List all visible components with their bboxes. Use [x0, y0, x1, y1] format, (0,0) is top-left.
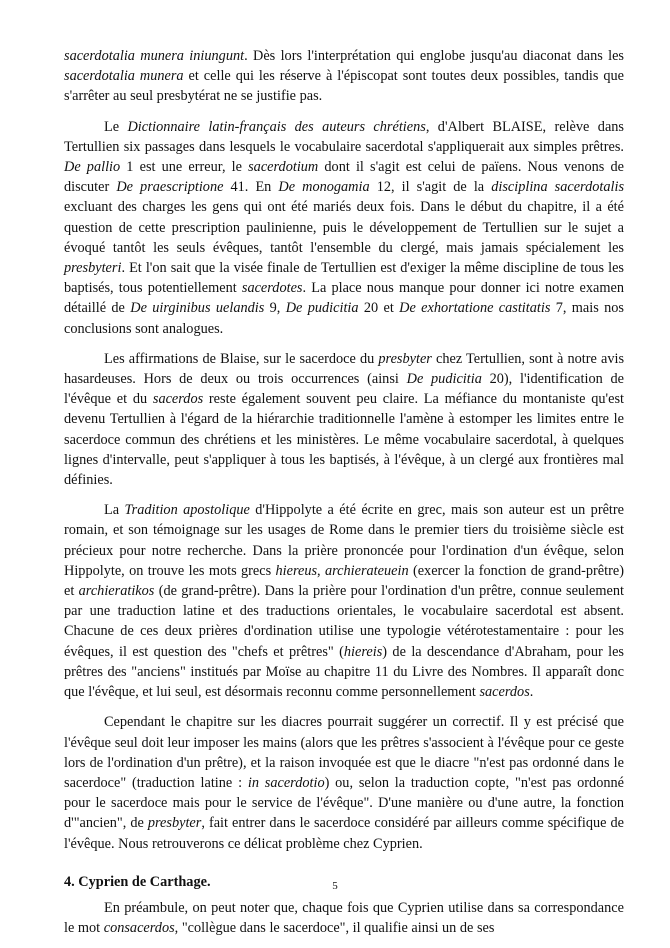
- text-run: 1 est une erreur, le: [120, 159, 249, 176]
- italic-text: Tradition apostolique: [124, 502, 250, 519]
- section-heading: 4. Cyprien de Carthage.: [64, 873, 211, 890]
- italic-text: De pallio: [64, 159, 121, 176]
- text-run: . Et l'on sait que la visée finale de Tertullien est d'exiger la même discipline de tous les baptisés, tous potentiellement: [64, 260, 624, 297]
- text-run: La: [104, 502, 125, 519]
- text-run: (de grand-prêtre). Dans la prière pour l'ordination d'un prêtre, connue seulement par une traduction latine et des traductions orientales, le vocabulaire sacerdotal est absent. Chacune de ces deux prières d'ordination utilise une typologie vétérotestamentaire : pour les évêques, il est question des "chefs et prêtres" (: [64, 583, 624, 660]
- italic-text: De exhortatione castitatis: [399, 300, 551, 317]
- italic-text: De pudicitia: [406, 371, 482, 388]
- text-run: Le: [104, 118, 128, 135]
- text-run: 20), l'identification de l'évêque et du: [64, 371, 625, 408]
- text-run: 7, mais nos conclusions sont analogues.: [64, 300, 624, 337]
- text-run: excluant des charges les gens qui ont été mariés deux fois. Dans le début du chapitre, il a été question de cette prescription paulinienne, puis le développement de Tertullien sur le sujet a évoqué tantôt les seuls évêques, tantôt l'ensemble du clergé, mais jamais spécialement les: [64, 199, 624, 256]
- text-run: 41. En: [223, 179, 279, 196]
- italic-text: sacerdos: [152, 391, 204, 408]
- body-text: [64, 46, 624, 948]
- text-run: , fait entrer dans le sacerdoce considéré par ailleurs comme spécifique de l'évêque. Nous retrouverons ce délicat problème chez Cyprien.: [64, 815, 625, 852]
- text-run: . La place nous manque pour donner ici notre examen détaillé de: [64, 280, 624, 317]
- text-run: En préambule, on peut noter que, chaque fois que Cyprien utilise dans sa correspondance le mot: [64, 899, 624, 937]
- paragraph: [64, 898, 624, 938]
- text-run: ) ou, selon la traduction copte, "n'est pas ordonné pour le sacerdoce mais pour le service de l'évêque". D'une manière ou d'une autre, la fonction d'"ancien", de: [64, 774, 624, 832]
- page-number: 5: [332, 880, 338, 892]
- italic-text: presbyteri: [64, 260, 122, 277]
- text-run: (exercer la fonction de grand-prêtre) et: [64, 562, 624, 600]
- paragraph: [64, 712, 624, 853]
- paragraph: [64, 500, 624, 702]
- italic-text: sacerdotium: [248, 159, 319, 176]
- section-paragraphs-block: [64, 898, 624, 938]
- text-run: ,: [317, 562, 325, 579]
- italic-text: De monogamia: [278, 179, 370, 196]
- text-run: .: [529, 684, 534, 701]
- italic-text: De uirginibus uelandis: [130, 300, 265, 317]
- paragraph: [64, 349, 624, 490]
- text-run: , "collègue dans le sacerdoce", il qualifie ainsi un de ses: [174, 920, 495, 937]
- italic-text: De pudicitia: [285, 300, 359, 317]
- text-run: reste également souvent peu claire. La méfiance du montaniste qu'est devenu Tertullien à l'égard de la hiérarchie traditionnelle l'amène à estomper les limites entre le sacerdoce commun des chrétiens et les ministères. Le même vocabulaire sacerdotal, à quelques lignes d'intervalle, peut s'appliquer à tous les baptisés, à l'évêque, à un clergé aux frontières mal définies.: [64, 391, 624, 489]
- italic-text: consacerdos: [103, 920, 175, 937]
- italic-text: Dictionnaire latin-français des auteurs chrétiens: [127, 118, 426, 135]
- text-run: ) de la descendance d'Abraham, pour les prêtres des "anciens" institués par Moïse au chapitre 11 du Livre des Nombres. Il apparaît donc que l'évêque, et lui seul, est désormais reconnu comme personnellement: [64, 643, 625, 701]
- text-run: 12, il s'agit de la: [369, 179, 492, 196]
- text-run: 9,: [264, 300, 286, 317]
- italic-text: hiereus: [275, 562, 318, 579]
- italic-text: disciplina sacerdotalis: [491, 179, 625, 196]
- text-run: , d'Albert BLAISE, relève dans Tertullien six passages dans lesquels le vocabulaire sacerdotal s'appliquerait aux simples prêtres.: [64, 118, 624, 155]
- italic-text: hiereis: [343, 643, 383, 660]
- paragraphs-block: [64, 46, 624, 854]
- italic-text: sacerdotes: [241, 280, 303, 297]
- italic-text: De praescriptione: [116, 179, 224, 196]
- italic-text: sacerdotalia munera: [64, 68, 184, 85]
- text-run: . Dès lors l'interprétation qui englobe jusqu'au diaconat dans les: [244, 48, 624, 64]
- text-run: 20 et: [358, 300, 400, 317]
- paragraph: [64, 46, 624, 107]
- text-run: dont il s'agit est celui de païens. Nous venons de discuter: [64, 159, 625, 196]
- italic-text: archierateuein: [324, 562, 409, 579]
- italic-text: presbyter: [378, 350, 432, 367]
- text-run: Les affirmations de Blaise, sur le sacerdoce du: [104, 350, 379, 367]
- italic-text: presbyter: [147, 815, 202, 832]
- text-run: Cependant le chapitre sur les diacres pourrait suggérer un correctif. Il y est précisé que l'évêque seul doit leur imposer les mains (alors que les prêtres s'associent à l'évêque pour ce geste lors de l'ordination d'un prêtre), et la raison invoquée est que le diacre "n'est pas ordonné dans le sacerdoce" (traduction latine :: [64, 714, 624, 791]
- italic-text: sacerdos: [479, 684, 530, 701]
- italic-text: sacerdotalia munera iniungunt: [64, 48, 245, 64]
- italic-text: archieratikos: [78, 583, 155, 600]
- text-run: chez Tertullien, sont à notre avis hasardeuses. Hors de deux ou trois occurrences (ainsi: [64, 350, 625, 388]
- italic-text: in sacerdotio: [247, 774, 325, 791]
- paragraph: [64, 117, 624, 339]
- text-run: d'Hippolyte a été écrite en grec, mais son auteur est un prêtre romain, et son témoignage sur les usages de Rome dans le premier tiers du troisième siècle est précieux pour notre recherche. Dans la prière prononcée pour l'ordination d'un évêque, selon Hippolyte, on trouve les mots grecs: [64, 502, 625, 579]
- text-run: et celle qui les réserve à l'épiscopat sont toutes deux possibles, tandis que s'arrêter au seul presbytérat ne se justifie pas.: [64, 68, 625, 105]
